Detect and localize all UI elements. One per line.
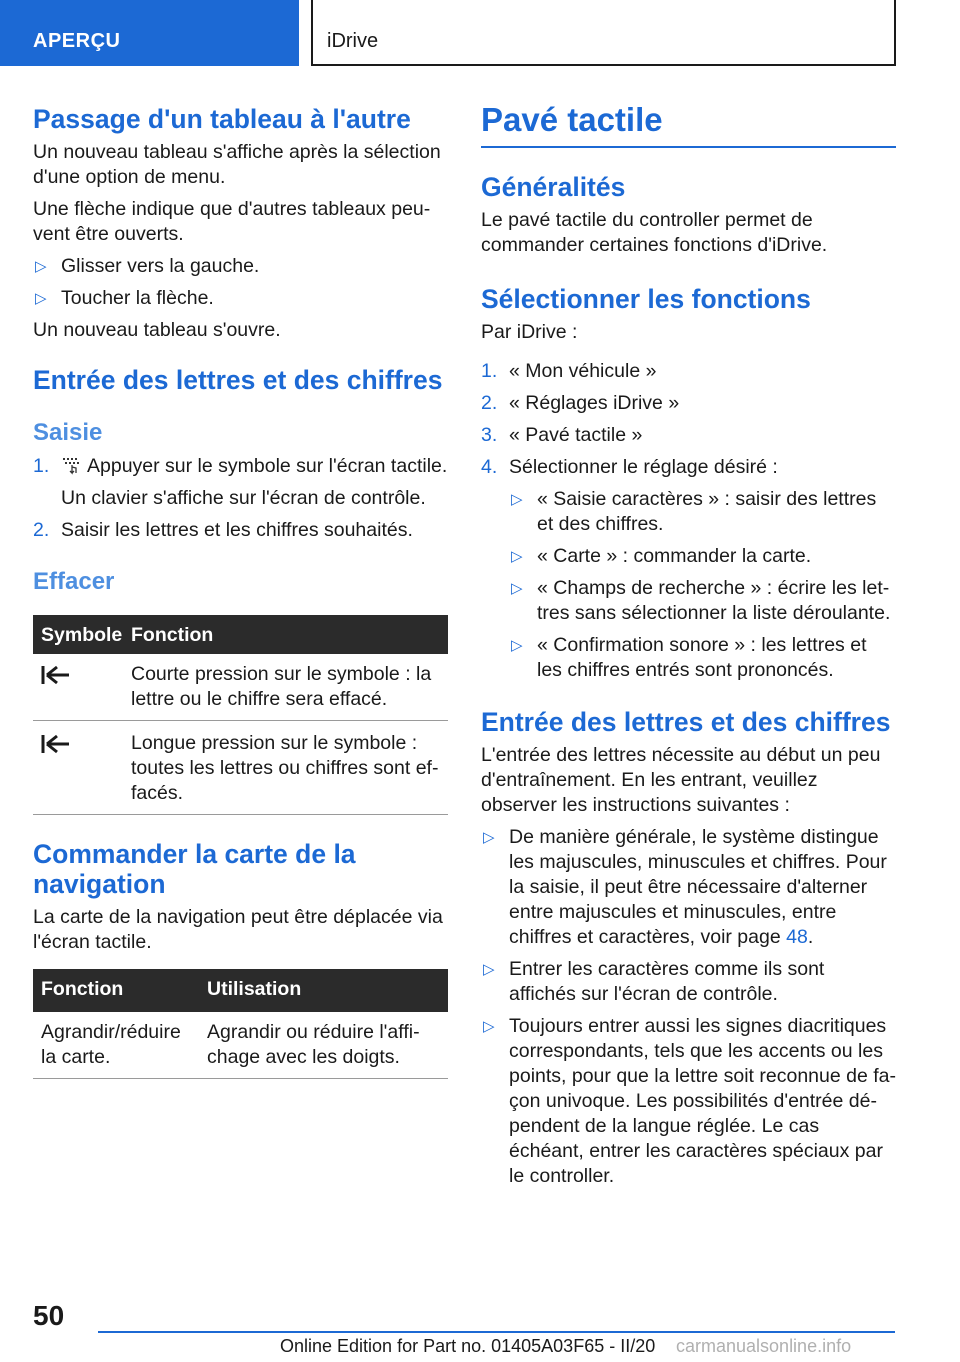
left-column: [33, 100, 448, 1079]
step-text: « Mon véhicule »: [509, 360, 657, 382]
page-number: 50: [33, 1300, 65, 1331]
step-item: [481, 391, 896, 416]
chapter-tab: [311, 0, 896, 66]
step-number: 4.: [481, 456, 498, 478]
table-row: [33, 1012, 448, 1079]
table-cell: Agrandir/réduire la carte.: [33, 1012, 199, 1079]
list-item: [509, 633, 896, 683]
list-item: [481, 825, 896, 950]
heading-saisie: Saisie: [33, 419, 103, 446]
bullet-triangle-icon: ▷: [35, 290, 47, 307]
step-number: 1.: [481, 360, 498, 382]
list-item-text: Entrer les caractères comme ils sont affichés sur l'écran de contrôle.: [509, 958, 825, 1005]
paragraph: La carte de la navigation peut être déplacée via l'écran tactile.: [33, 906, 443, 953]
heading-rule: [481, 100, 896, 148]
list-item-text: « Carte » : commander la carte.: [537, 545, 812, 567]
table-cell: Longue pression sur le symbole : toutes les lettres ou chiffres sont effacés.: [123, 721, 448, 815]
table-header-cell: Fonction: [33, 969, 199, 1012]
page-link[interactable]: 48: [786, 926, 808, 948]
table-header-cell: Symbole: [33, 615, 123, 654]
right-column: [481, 100, 896, 1189]
bullet-triangle-icon: ▷: [483, 829, 495, 846]
paragraph: Un nouveau tableau s'affiche après la sélection d'une option de menu.: [33, 141, 441, 188]
delete-back-icon: [41, 664, 71, 686]
edition-text: Online Edition for Part no. 01405A03F65 - II/20: [280, 1336, 656, 1356]
table-row: [33, 721, 448, 815]
bullet-triangle-icon: ▷: [483, 1018, 495, 1035]
step-item: [481, 423, 896, 448]
list-item-text: « Champs de recherche » : écrire les lettres sans sélectionner la liste déroulante.: [537, 577, 891, 624]
chapter-label: iDrive: [327, 30, 379, 52]
step-subtext: Un clavier s'affiche sur l'écran de contrôle.: [61, 487, 426, 509]
step-text: « Réglages iDrive »: [509, 392, 680, 414]
list-item: [509, 576, 896, 626]
section-tab: [0, 0, 299, 66]
list-item-text: « Confirmation sonore » : les lettres et les chiffres entrés sont prononcés.: [537, 634, 867, 681]
step-item: [481, 455, 896, 480]
table-header-row: [33, 615, 448, 654]
list-item-text: « Saisie caractères » : saisir des lettres et des chiffres.: [537, 488, 877, 535]
footer-rule: [98, 1331, 895, 1333]
list-item-text-end: .: [807, 926, 814, 948]
step-item: [481, 359, 896, 384]
heading-passage: Passage d'un tableau à l'autre: [33, 104, 411, 134]
watermark: carmanualsonline.info: [676, 1336, 852, 1356]
bullet-triangle-icon: ▷: [511, 580, 523, 597]
map-table: [33, 969, 448, 1079]
bullet-triangle-icon: ▷: [511, 548, 523, 565]
step-text: Appuyer sur le symbole sur l'écran tactile.: [87, 455, 448, 477]
paragraph: Par iDrive :: [481, 321, 578, 343]
step-number: 1.: [33, 455, 50, 477]
list-item-text: Toujours entrer aussi les signes diacritiques correspondants, tels que les accents ou les points, pour que la lettre soit reconnue de façon univoque. Les possibilités d'entrée dépendent de la langue réglée. Le cas échéant, entrer les caractères spéciaux par le controller.: [509, 1015, 896, 1187]
heading-entree-right: Entrée des lettres et des chiffres: [481, 707, 891, 737]
step-item: [33, 454, 448, 479]
table-header-cell: Fonction: [123, 615, 448, 654]
step-number: 2.: [33, 519, 50, 541]
step-item: [33, 518, 448, 543]
heading-entree: Entrée des lettres et des chiffres: [33, 365, 443, 395]
step-text: Sélectionner le réglage désiré :: [509, 456, 778, 478]
table-cell: Courte pression sur le symbole : la lettre ou le chiffre sera effacé.: [123, 654, 448, 721]
delete-back-icon: [41, 733, 71, 755]
touchscreen-keyboard-icon: [61, 456, 83, 476]
paragraph: Une flèche indique que d'autres tableaux peuvent être ouverts.: [33, 198, 431, 245]
step-number: 2.: [481, 392, 498, 414]
table-cell-symbol: [33, 721, 123, 815]
table-cell: Agrandir ou réduire l'affichage avec les doigts.: [199, 1012, 448, 1079]
paragraph: Le pavé tactile du controller permet de commander certaines fonctions d'iDrive.: [481, 209, 828, 256]
table-header-cell: Utilisation: [199, 969, 448, 1012]
bullet-triangle-icon: ▷: [35, 258, 47, 275]
list-item-text: Glisser vers la gauche.: [61, 255, 260, 277]
heading-pave-tactile: Pavé tactile: [481, 101, 663, 138]
heading-effacer: Effacer: [33, 568, 115, 595]
list-item: [481, 1014, 896, 1189]
list-item: [33, 286, 448, 311]
step-text: « Pavé tactile »: [509, 424, 643, 446]
table-row: [33, 654, 448, 721]
list-item-text: Toucher la flèche.: [61, 287, 214, 309]
table-header-row: [33, 969, 448, 1012]
bullet-triangle-icon: ▷: [511, 637, 523, 654]
list-item-text: De manière générale, le système distingue les majuscules, minuscules et chiffres. Pour la saisie, il peut être nécessaire d'alterner entre majuscules et minuscules, entre chiffres et caractères, voir page: [509, 826, 887, 948]
list-item: [509, 544, 896, 569]
section-label: APERÇU: [33, 30, 121, 52]
list-item: [33, 254, 448, 279]
heading-selection: Sélectionner les fonctions: [481, 284, 811, 314]
heading-carte: Commander la carte de la navigation: [33, 839, 356, 899]
paragraph: Un nouveau tableau s'ouvre.: [33, 319, 281, 341]
step-number: 3.: [481, 424, 498, 446]
table-cell-symbol: [33, 654, 123, 721]
delete-table: [33, 615, 448, 815]
step-text: Saisir les lettres et les chiffres souhaités.: [61, 519, 413, 541]
list-item: [481, 957, 896, 1007]
paragraph: L'entrée des lettres nécessite au début un peu d'entraînement. En les entrant, veuillez observer les instructions suivantes :: [481, 744, 881, 816]
list-item: [509, 487, 896, 537]
bullet-triangle-icon: ▷: [483, 961, 495, 978]
bullet-triangle-icon: ▷: [511, 491, 523, 508]
heading-generalites: Généralités: [481, 172, 626, 202]
